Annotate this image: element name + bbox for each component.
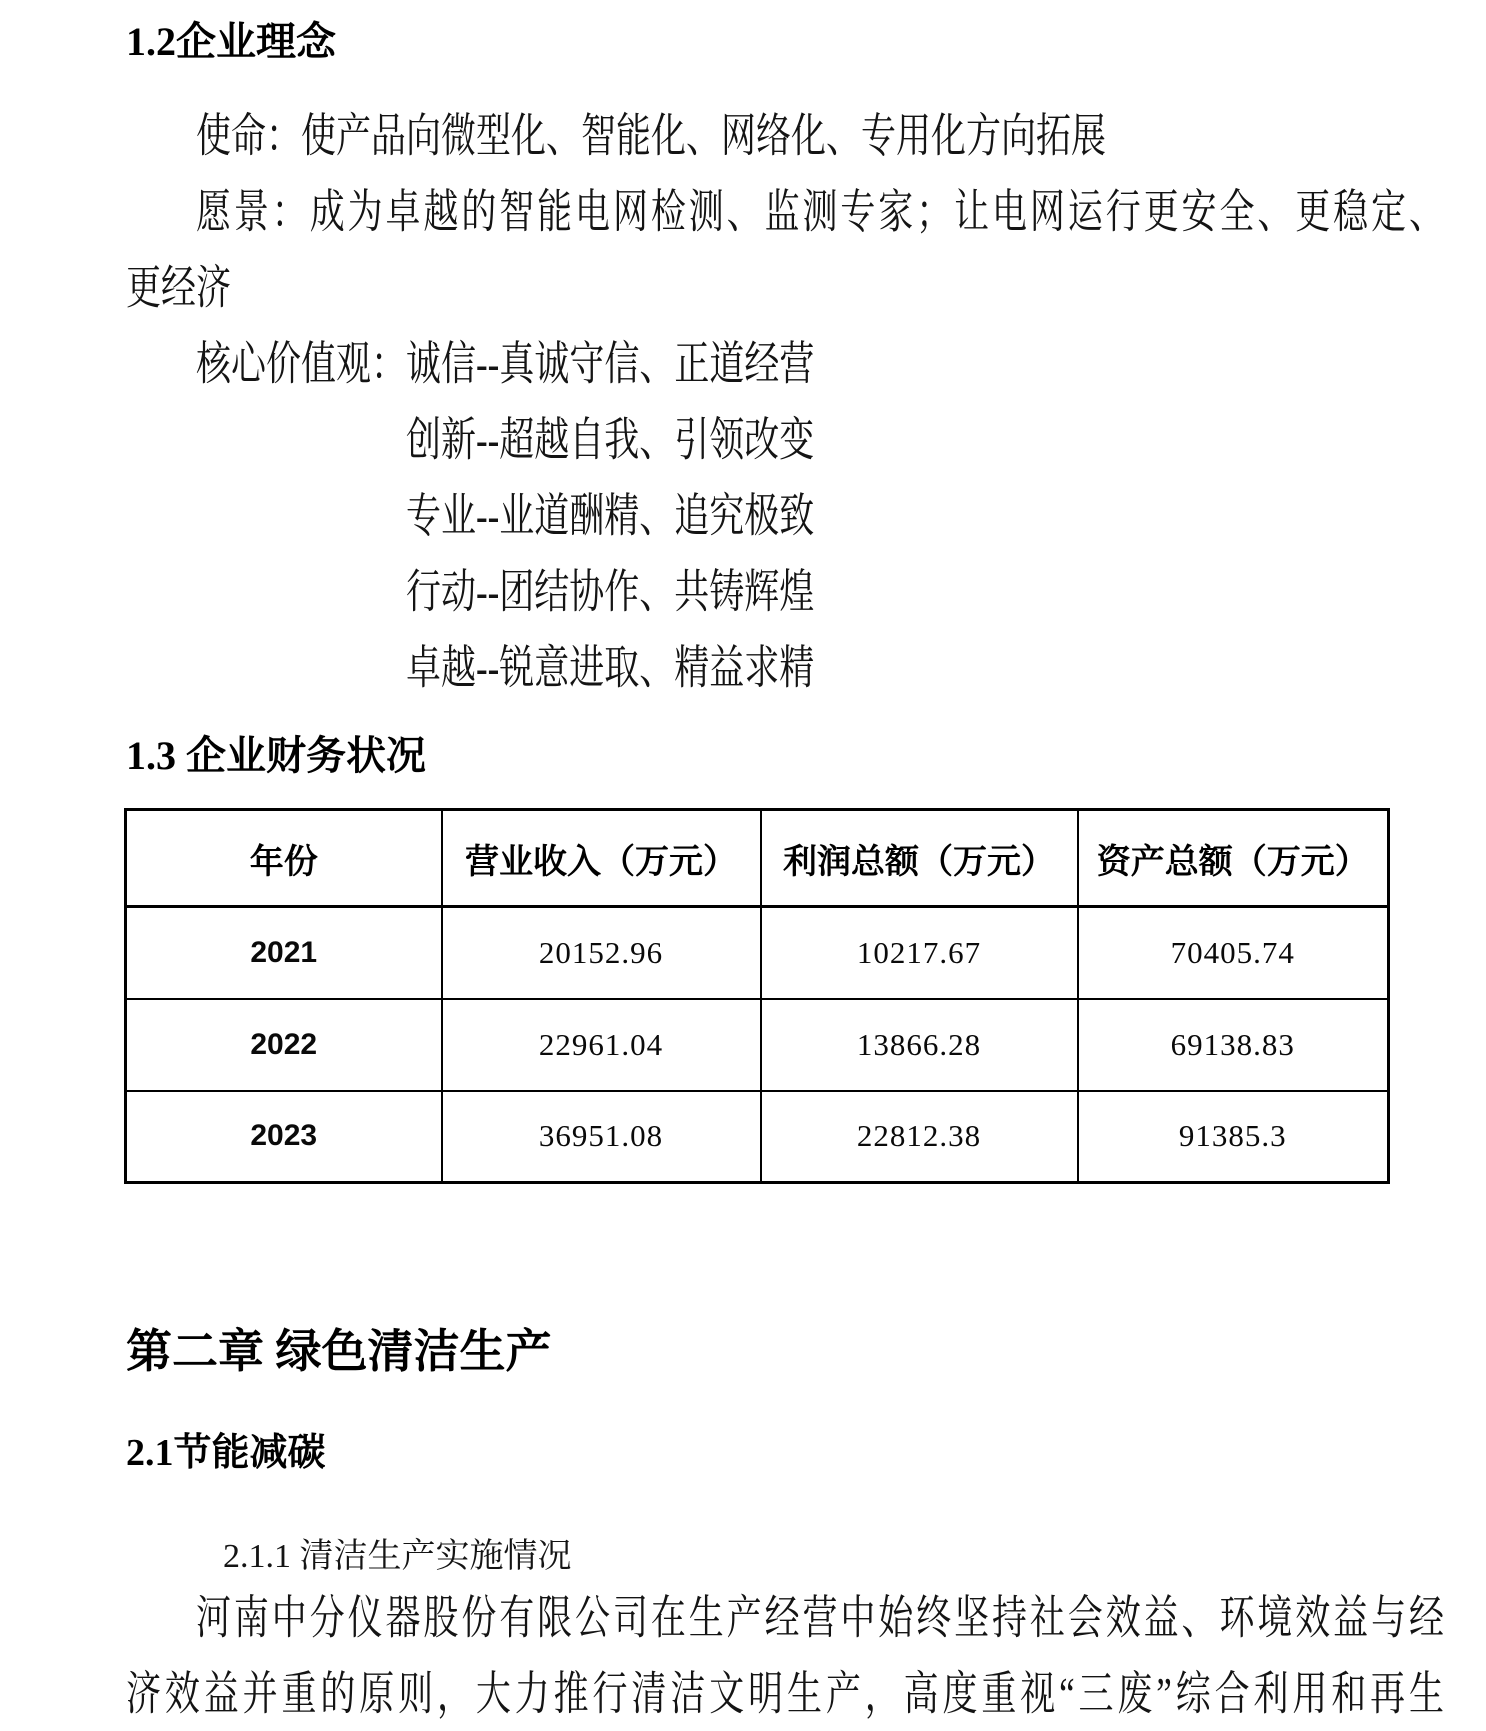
paragraph-line-1: 河南中分仪器股份有限公司在生产经营中始终坚持社会效益、环境效益与经 bbox=[196, 1592, 1444, 1645]
header-profit: 利润总额（万元） bbox=[761, 810, 1078, 907]
header-year: 年份 bbox=[126, 810, 442, 907]
core-value-professionalism: 专业--业道酬精、追究极致 bbox=[406, 490, 815, 543]
core-value-excellence: 卓越--锐意进取、精益求精 bbox=[406, 642, 815, 695]
table-row-2022 bbox=[126, 999, 1389, 1091]
finance-table-header-row bbox=[126, 810, 1389, 907]
section-1-3-heading: 1.3 企业财务状况 bbox=[126, 733, 426, 778]
vision-line-2: 更经济 bbox=[126, 262, 232, 315]
section-1-2-heading: 1.2企业理念 bbox=[126, 19, 336, 64]
header-assets: 资产总额（万元） bbox=[1078, 810, 1389, 907]
vision-line-1: 愿景：成为卓越的智能电网检测、监测专家；让电网运行更安全、更稳定、 bbox=[196, 186, 1444, 239]
cell-assets: 70405.74 bbox=[1078, 907, 1389, 999]
cell-revenue: 20152.96 bbox=[442, 907, 761, 999]
cell-year: 2022 bbox=[126, 999, 442, 1091]
section-2-1-1-heading: 2.1.1 清洁生产实施情况 bbox=[223, 1538, 572, 1575]
table-row-2023 bbox=[126, 1091, 1389, 1183]
core-value-action: 行动--团结协作、共铸辉煌 bbox=[406, 566, 815, 619]
table-row-2021 bbox=[126, 907, 1389, 999]
core-value-honesty: 诚信--真诚守信、正道经营 bbox=[406, 338, 815, 391]
mission-line: 使命：使产品向微型化、智能化、网络化、专用化方向拓展 bbox=[196, 110, 1107, 163]
finance-table bbox=[124, 808, 1390, 1184]
chapter-2-heading: 第二章 绿色清洁生产 bbox=[126, 1326, 552, 1377]
cell-revenue: 22961.04 bbox=[442, 999, 761, 1091]
cleaner-production-paragraph bbox=[126, 1581, 1444, 1731]
cell-revenue: 36951.08 bbox=[442, 1091, 761, 1183]
section-2-1-heading: 2.1节能减碳 bbox=[126, 1432, 326, 1474]
cell-profit: 22812.38 bbox=[761, 1091, 1078, 1183]
cell-profit: 13866.28 bbox=[761, 999, 1078, 1091]
paragraph-line-2: 济效益并重的原则，大力推行清洁文明生产，高度重视“三废”综合利用和再生 bbox=[126, 1668, 1444, 1721]
cell-assets: 69138.83 bbox=[1078, 999, 1389, 1091]
philosophy-block bbox=[126, 99, 1444, 707]
header-revenue: 营业收入（万元） bbox=[442, 810, 761, 907]
cell-year: 2023 bbox=[126, 1091, 442, 1183]
core-values-label: 核心价值观： bbox=[196, 338, 407, 391]
cell-profit: 10217.67 bbox=[761, 907, 1078, 999]
cell-year: 2021 bbox=[126, 907, 442, 999]
cell-assets: 91385.3 bbox=[1078, 1091, 1389, 1183]
core-value-innovation: 创新--超越自我、引领改变 bbox=[406, 414, 815, 467]
